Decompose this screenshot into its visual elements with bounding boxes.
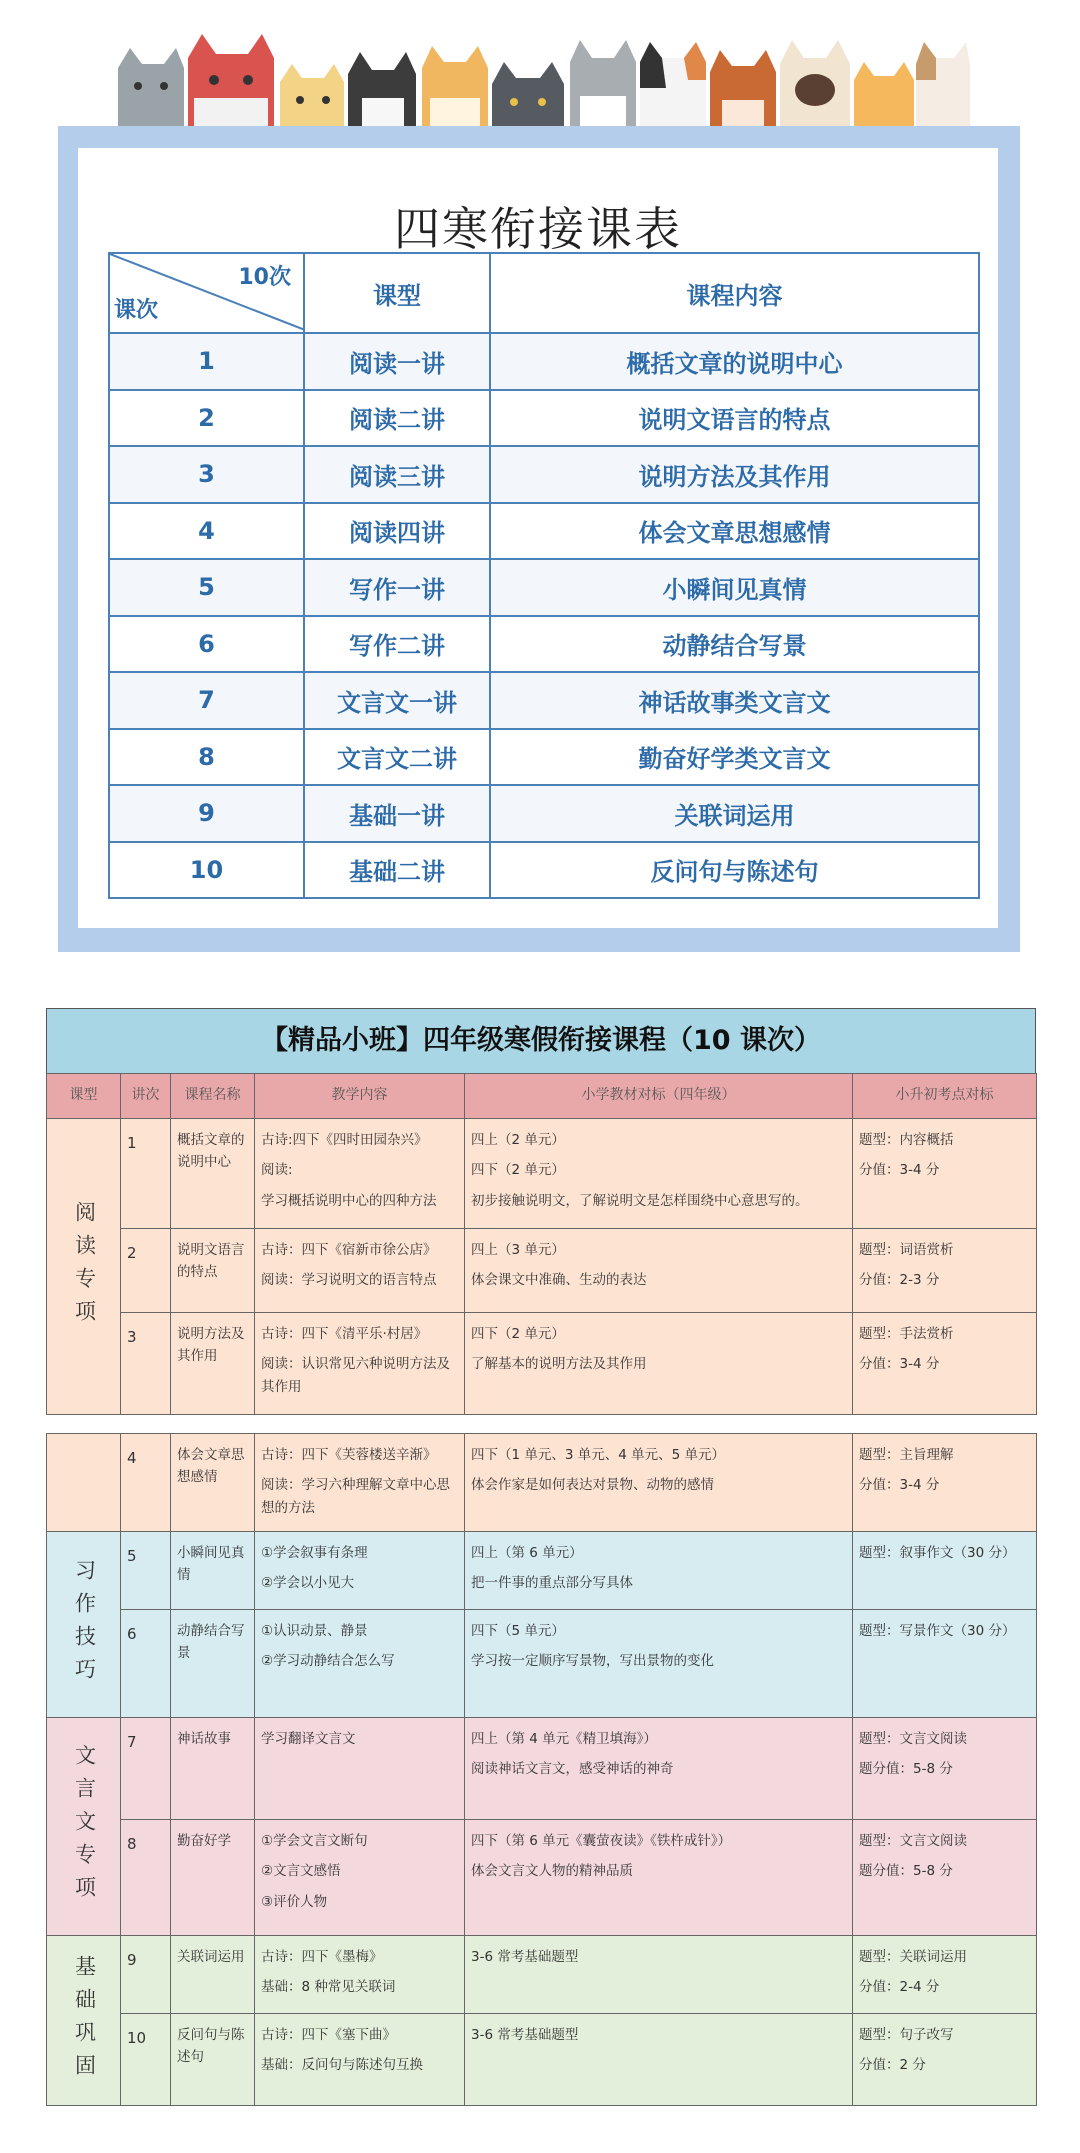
text-line: 四下（1 单元、3 单元、4 单元、5 单元） [471, 1447, 726, 1463]
row-type: 阅读四讲 [304, 503, 490, 560]
exam-content [853, 1119, 1037, 1229]
row-number: 7 [109, 672, 304, 729]
text-line: 体会作家是如何表达对景物、动物的感情 [471, 1477, 714, 1494]
lesson-number: 4 [121, 1434, 171, 1532]
exam-content [853, 1936, 1037, 2014]
teach-content [255, 1718, 465, 1820]
textbook-content [465, 1610, 853, 1718]
lesson-number: 8 [121, 1820, 171, 1936]
header-type: 课型 [304, 253, 490, 333]
lesson-name: 说明方法及其作用 [171, 1313, 255, 1415]
text-line: 3-6 常考基础题型 [471, 1949, 579, 1965]
row-type: 写作一讲 [304, 559, 490, 616]
header-cell: 课程名称 [171, 1074, 255, 1119]
text-line: 阅读: [261, 1162, 293, 1179]
row-number: 2 [109, 390, 304, 447]
lesson-name: 神话故事 [171, 1718, 255, 1820]
text-line: 3-6 常考基础题型 [471, 2027, 579, 2043]
lesson-number: 9 [121, 1936, 171, 2014]
lesson-name: 反问句与陈述句 [171, 2014, 255, 2106]
text-line: 基础：反问句与陈述句互换 [261, 2057, 423, 2074]
header-session: 课次 [114, 298, 159, 323]
schedule-row [109, 729, 979, 786]
text-line: 学习按一定顺序写景物，写出景物的变化 [471, 1653, 714, 1670]
schedule-row [109, 503, 979, 560]
text-line: 题分值：5-8 分 [859, 1863, 953, 1880]
lesson-number: 1 [121, 1119, 171, 1229]
row-number: 4 [109, 503, 304, 560]
text-line: 古诗：四下《清平乐·村居》 [261, 1326, 428, 1342]
course-row [47, 1119, 1037, 1229]
textbook-content [465, 1820, 853, 1936]
row-content: 动静结合写景 [490, 616, 979, 673]
row-number: 3 [109, 446, 304, 503]
text-line: 体会课文中准确、生动的表达 [471, 1272, 647, 1289]
textbook-content [465, 1936, 853, 2014]
teach-content [255, 1313, 465, 1415]
lesson-name: 勤奋好学 [171, 1820, 255, 1936]
course-table-section [46, 1008, 1036, 2106]
text-line: ②学会以小见大 [261, 1575, 355, 1592]
exam-content [853, 1820, 1037, 1936]
text-line: 题型：内容概括 [859, 1132, 954, 1148]
textbook-content [465, 1119, 853, 1229]
teach-content [255, 1936, 465, 2014]
text-line: 四下（第 6 单元《囊萤夜读》《铁杵成针》） [471, 1833, 732, 1849]
table-gap [47, 1415, 1037, 1434]
exam-content [853, 1313, 1037, 1415]
text-line: ②文言文感悟 [261, 1863, 341, 1880]
text-line: 四下（2 单元） [471, 1162, 565, 1179]
row-type: 阅读二讲 [304, 390, 490, 447]
row-type: 阅读三讲 [304, 446, 490, 503]
lesson-name: 概括文章的说明中心 [171, 1119, 255, 1229]
course-row [47, 1229, 1037, 1313]
row-number: 5 [109, 559, 304, 616]
text-line: 阅读：学习六种理解文章中心思想的方法 [261, 1477, 450, 1516]
text-line: 初步接触说明文，了解说明文是怎样围绕中心意思写的。 [471, 1192, 809, 1209]
text-line: 分值：3-4 分 [859, 1356, 940, 1373]
header-cell: 教学内容 [255, 1074, 465, 1119]
schedule-header-row [109, 253, 979, 333]
row-number: 6 [109, 616, 304, 673]
schedule-row [109, 785, 979, 842]
row-content: 说明文语言的特点 [490, 390, 979, 447]
course-row [47, 1313, 1037, 1415]
row-number: 10 [109, 842, 304, 899]
course-row [47, 1434, 1037, 1532]
exam-content [853, 1434, 1037, 1532]
text-line: 学习概括说明中心的四种方法 [261, 1192, 437, 1209]
category-classical: 文言文专项 [47, 1718, 121, 1936]
schedule-row [109, 446, 979, 503]
category-reading: 阅读专项 [47, 1119, 121, 1415]
exam-content [853, 1229, 1037, 1313]
text-line: 题型：手法赏析 [859, 1326, 954, 1342]
card-title: 四寒衔接课表 [394, 202, 682, 256]
course-table [46, 1073, 1037, 2106]
lesson-number: 5 [121, 1532, 171, 1610]
text-line: 题型：文言文阅读 [859, 1731, 967, 1747]
teach-content [255, 1119, 465, 1229]
header-content: 课程内容 [490, 253, 979, 333]
diagonal-header-cell [109, 253, 304, 333]
text-line: 四下（2 单元） [471, 1326, 565, 1342]
row-content: 反问句与陈述句 [490, 842, 979, 899]
text-line: ③评价人物 [261, 1893, 328, 1910]
text-line: 阅读：学习说明文的语言特点 [261, 1272, 437, 1289]
text-line: 题型：关联词运用 [859, 1949, 967, 1965]
header-cell: 课型 [47, 1074, 121, 1119]
course-row [47, 1718, 1037, 1820]
textbook-content [465, 1434, 853, 1532]
teach-content [255, 1532, 465, 1610]
text-line: ①学会文言文断句 [261, 1833, 368, 1849]
exam-content [853, 2014, 1037, 2106]
header-cell: 小学教材对标（四年级） [465, 1074, 853, 1119]
textbook-content [465, 2014, 853, 2106]
row-content: 概括文章的说明中心 [490, 333, 979, 390]
teach-content [255, 1229, 465, 1313]
text-line: 题型：词语赏析 [859, 1242, 954, 1258]
text-line: ①认识动景、静景 [261, 1623, 368, 1639]
text-line: 分值：3-4 分 [859, 1477, 940, 1494]
schedule-row [109, 333, 979, 390]
text-line: ①学会叙事有条理 [261, 1545, 368, 1561]
lesson-name: 小瞬间见真情 [171, 1532, 255, 1610]
text-line: 四上（3 单元） [471, 1242, 565, 1258]
row-type: 基础二讲 [304, 842, 490, 899]
cats-illustration [110, 28, 970, 136]
text-line: 四下（5 单元） [471, 1623, 565, 1639]
teach-content [255, 1820, 465, 1936]
category-writing: 习作技巧 [47, 1532, 121, 1718]
teach-content [255, 1610, 465, 1718]
header-count: 10次 [238, 265, 291, 290]
course-row [47, 1610, 1037, 1718]
text-line: 阅读：认识常见六种说明方法及其作用 [261, 1356, 450, 1395]
lesson-name: 说明文语言的特点 [171, 1229, 255, 1313]
text-line: 四上（2 单元） [471, 1132, 565, 1148]
course-title: 【精品小班】四年级寒假衔接课程（10 课次） [46, 1008, 1036, 1073]
textbook-content [465, 1229, 853, 1313]
text-line: 古诗：四下《墨梅》 [261, 1949, 383, 1965]
text-line: 分值：2-4 分 [859, 1979, 940, 1996]
row-type: 文言文二讲 [304, 729, 490, 786]
course-row [47, 1936, 1037, 2014]
text-line: ②学习动静结合怎么写 [261, 1653, 395, 1670]
course-row [47, 1532, 1037, 1610]
lesson-number: 7 [121, 1718, 171, 1820]
exam-content [853, 1610, 1037, 1718]
text-line: 题型：写景作文（30 分） [859, 1623, 1016, 1639]
lesson-number: 2 [121, 1229, 171, 1313]
row-content: 说明方法及其作用 [490, 446, 979, 503]
textbook-content [465, 1532, 853, 1610]
text-line: 古诗：四下《宿新市徐公店》 [261, 1242, 437, 1258]
schedule-table [108, 252, 980, 899]
textbook-content [465, 1718, 853, 1820]
text-line: 分值：2-3 分 [859, 1272, 940, 1289]
row-content: 小瞬间见真情 [490, 559, 979, 616]
schedule-row [109, 672, 979, 729]
schedule-row [109, 616, 979, 673]
lesson-name: 动静结合写景 [171, 1610, 255, 1718]
row-type: 文言文一讲 [304, 672, 490, 729]
schedule-card [78, 148, 998, 928]
text-line: 四上（第 6 单元） [471, 1545, 583, 1561]
text-line: 四上（第 4 单元《精卫填海》） [471, 1731, 657, 1747]
course-row [47, 2014, 1037, 2106]
textbook-content [465, 1313, 853, 1415]
row-type: 阅读一讲 [304, 333, 490, 390]
text-line: 把一件事的重点部分写具体 [471, 1575, 633, 1592]
row-number: 8 [109, 729, 304, 786]
teach-content [255, 2014, 465, 2106]
lesson-number: 6 [121, 1610, 171, 1718]
row-type: 基础一讲 [304, 785, 490, 842]
row-content: 神话故事类文言文 [490, 672, 979, 729]
text-line: 了解基本的说明方法及其作用 [471, 1356, 647, 1373]
row-content: 关联词运用 [490, 785, 979, 842]
text-line: 题型：句子改写 [859, 2027, 954, 2043]
category-basics: 基础巩固 [47, 1936, 121, 2106]
text-line: 阅读神话文言文，感受神话的神奇 [471, 1761, 674, 1778]
course-row [47, 1820, 1037, 1936]
row-number: 1 [109, 333, 304, 390]
text-line: 古诗:四下《四时田园杂兴》 [261, 1132, 428, 1148]
row-content: 勤奋好学类文言文 [490, 729, 979, 786]
schedule-row [109, 842, 979, 899]
schedule-row [109, 559, 979, 616]
header-cell: 讲次 [121, 1074, 171, 1119]
text-line: 体会文言文人物的精神品质 [471, 1863, 633, 1880]
text-line: 题型：主旨理解 [859, 1447, 954, 1463]
row-number: 9 [109, 785, 304, 842]
text-line: 古诗：四下《塞下曲》 [261, 2027, 396, 2043]
exam-content [853, 1718, 1037, 1820]
lesson-name: 关联词运用 [171, 1936, 255, 2014]
lesson-name: 体会文章思想感情 [171, 1434, 255, 1532]
category-empty [47, 1434, 121, 1532]
course-header-row [47, 1074, 1037, 1119]
text-line: 古诗：四下《芙蓉楼送辛渐》 [261, 1447, 437, 1463]
row-type: 写作二讲 [304, 616, 490, 673]
cats-row-image [110, 28, 970, 136]
schedule-row [109, 390, 979, 447]
lesson-number: 10 [121, 2014, 171, 2106]
exam-content [853, 1532, 1037, 1610]
row-content: 体会文章思想感情 [490, 503, 979, 560]
lesson-number: 3 [121, 1313, 171, 1415]
text-line: 基础：8 种常见关联词 [261, 1979, 396, 1996]
text-line: 分值：3-4 分 [859, 1162, 940, 1179]
text-line: 题型：文言文阅读 [859, 1833, 967, 1849]
text-line: 学习翻译文言文 [261, 1731, 356, 1747]
header-cell: 小升初考点对标 [853, 1074, 1037, 1119]
text-line: 题型：叙事作文（30 分） [859, 1545, 1016, 1561]
text-line: 题分值：5-8 分 [859, 1761, 953, 1778]
teach-content [255, 1434, 465, 1532]
text-line: 分值：2 分 [859, 2057, 926, 2074]
